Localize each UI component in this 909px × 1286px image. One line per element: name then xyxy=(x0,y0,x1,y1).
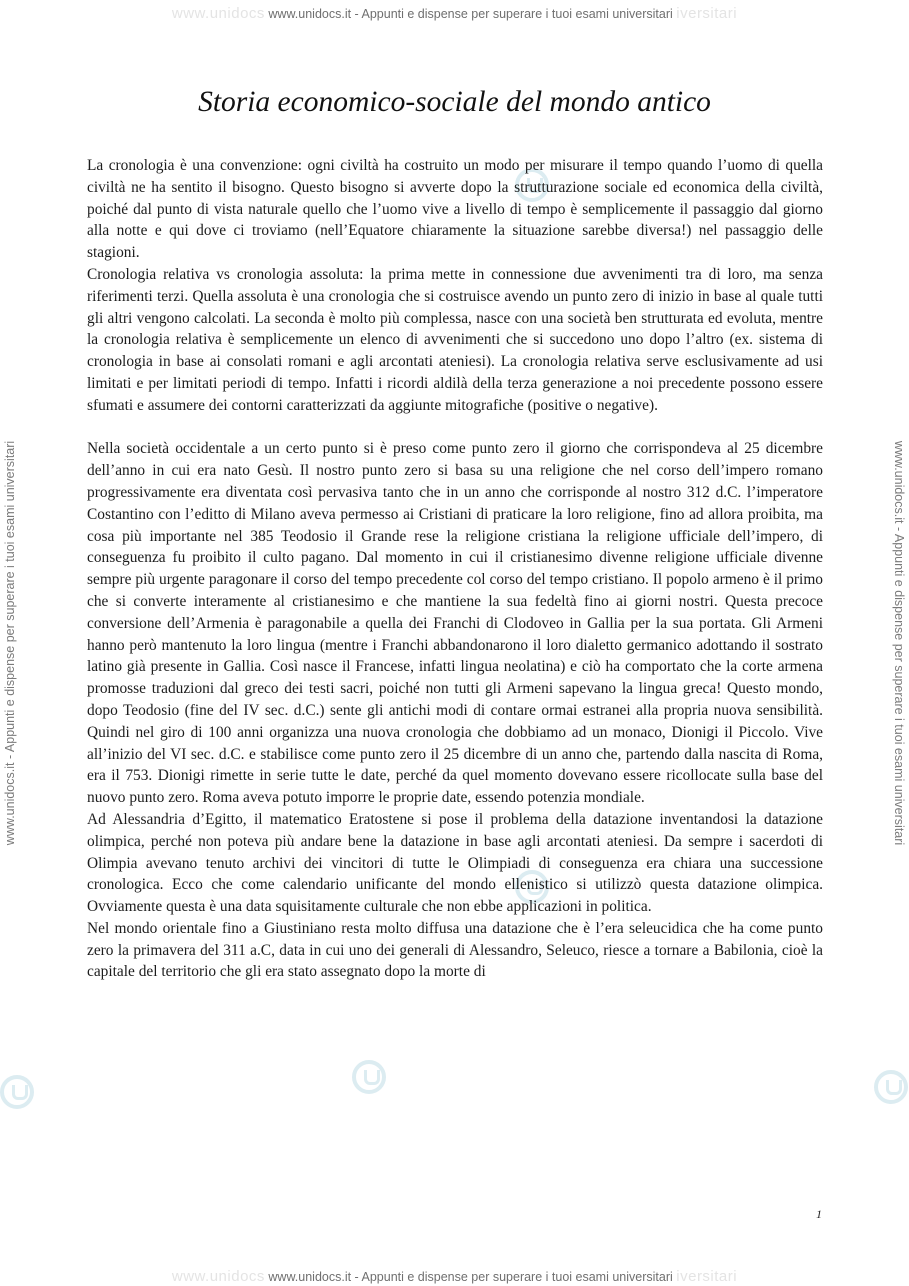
watermark-link-left[interactable]: www.unidocs.it - Appunti e dispense per superare i tuoi esami universitari xyxy=(3,440,17,846)
page-number: 1 xyxy=(816,1207,822,1221)
unidocs-logo-icon xyxy=(352,1060,386,1094)
watermark-ghost-right: iversitari xyxy=(676,1268,738,1285)
paragraph: Ad Alessandria d’Egitto, il matematico Eratostene si pose il problema della datazione inventandosi la datazione olimpica, perché non poteva più andare bene la datazione in base agli arcontati ateniesi. Da sempre i sacerdoti di Olimpia avevano tenuto archivi dei vincitori di tutte le Olimpiadi di conseguenza era chiara una successione cronologica. Ecco che come calendario unificante del mondo ellenistico si utilizzò questa datazione olimpica. Ovviamente questa è una data squisitamente culturale che non ebbe applicazioni in politica. xyxy=(87,810,823,916)
paragraph: La cronologia è una convenzione: ogni civiltà ha costruito un modo per misurare il tempo quando l’uomo di quella civiltà ne ha sentito il bisogno. Questo bisogno si avverte dopo la strutturazione sociale ed economica della civiltà, poiché dal punto di vista naturale quello che l’uomo vive a livello di tempo è semplicemente il passaggio dal giorno alla notte e qui dove ci troviamo (nell’Equatore chiaramente la situazione sarebbe diversa!) nel passaggio delle stagioni. xyxy=(87,157,823,262)
watermark-ghost-right: iversitari xyxy=(676,5,738,22)
paragraph: Cronologia relativa vs cronologia assoluta: la prima mette in connessione due avvenimenti tra di loro, ma senza riferimenti terzi. Quella assoluta è una cronologia che si costruisce avendo un punto zero di inizio in base al quale tutti gli altri vengono calcolati. La seconda è molto più complessa, nasce con una società ben strutturata ed evoluta, mentre la cronologia relativa è semplicemente un elenco di avvenimenti che si succedono uno dopo l’altro (ex. sistema di cronologia in base ai consolati romani e agli arcontati ateniesi). La cronologia relativa serve esclusivamente ad usi limitati e per limitati periodi di tempo. Infatti i ricordi aldilà della terza generazione a noi precedente possono essere sfumati e assumere dei contorni caratterizzati da aggiunte mitografiche (positive o negative). xyxy=(87,265,823,414)
document-body xyxy=(87,155,823,983)
watermark-top xyxy=(0,5,909,22)
unidocs-logo-icon xyxy=(874,1070,908,1104)
watermark-ghost-left: www.unidocs xyxy=(171,5,265,22)
watermark-link-bottom[interactable]: www.unidocs.it - Appunti e dispense per superare i tuoi esami universitari xyxy=(268,1270,673,1284)
paragraph: Nel mondo orientale fino a Giustiniano resta molto diffusa una datazione che è l’era seleucidica che ha come punto zero la primavera del 311 a.C, data in cui uno dei generali di Alessandro, Seleuco, riesce a tornare a Babilonia, cioè la capitale del territorio che gli era stato assegnato dopo la morte di xyxy=(87,919,823,981)
document-title: Storia economico-sociale del mondo antico xyxy=(198,86,711,118)
watermark-link-right[interactable]: www.unidocs.it - Appunti e dispense per superare i tuoi esami universitari xyxy=(892,440,906,846)
watermark-ghost-left: www.unidocs xyxy=(171,1268,265,1285)
watermark-link-top[interactable]: www.unidocs.it - Appunti e dispense per superare i tuoi esami universitari xyxy=(268,7,673,21)
paragraph: Nella società occidentale a un certo punto si è preso come punto zero il giorno che corrispondeva al 25 dicembre dell’anno in cui era nato Gesù. Il nostro punto zero si basa su una religione che nel corso dell’impero romano progressivamente era diventata così pervasiva tanto che in un anno che corrisponde al nostro 312 d.C. l’imperatore Costantino con l’editto di Milano aveva permesso ai Cristiani di praticare la loro religione, fino ad allora proibita, ma cosa più importante nel 385 Teodosio il Grande rese la religione cristiana la religione ufficiale dell’impero, di conseguenza fu proibito il culto pagano. Dal momento in cui il cristianesimo divenne religione ufficiale divenne sempre più urgente paragonare il corso del tempo precedente col corso del tempo cristiano. Il popolo armeno è il primo che si converte interamente al cristianesimo e che mantiene la sua fedeltà fino ai giorni nostri. Questa precoce conversione dell’Armenia è paragonabile a quella dei Franchi di Clodoveo in Gallia per la sua portata. Gli Armeni hanno però mantenuto la loro lingua (mentre i Franchi abbandonarono il loro dialetto germanico adottando il sostrato latino già presente in Gallia. Così nasce il Francese, infatti lingua neolatina) e ciò ha comportato che la corte armena promosse traduzioni dal greco dei testi sacri, poiché non tutti gli Armeni sapevano la lingua greca! Questo mondo, dopo Teodosio (fine del IV sec. d.C.) sente gli antichi modi di contare ormai estranei alla propria nuova sensibilità. Quindi nel giro di 100 anni organizza una nuova cronologia che dobbiamo ad un monaco, Dionigi il Piccolo. Vive all’inizio del VI sec. d.C. e stabilisce come punto zero il 25 dicembre di un anno che, partendo dalla nascita di Roma, era il 753. Dionigi rimette in serie tutte le date, perché da quel momento dovevano essere ricollocate sulla base del nuovo punto zero. Roma aveva potuto imporre le proprie date, essendo potenzia mondiale. xyxy=(87,440,823,807)
watermark-bottom xyxy=(0,1268,909,1285)
unidocs-logo-icon xyxy=(0,1075,34,1109)
